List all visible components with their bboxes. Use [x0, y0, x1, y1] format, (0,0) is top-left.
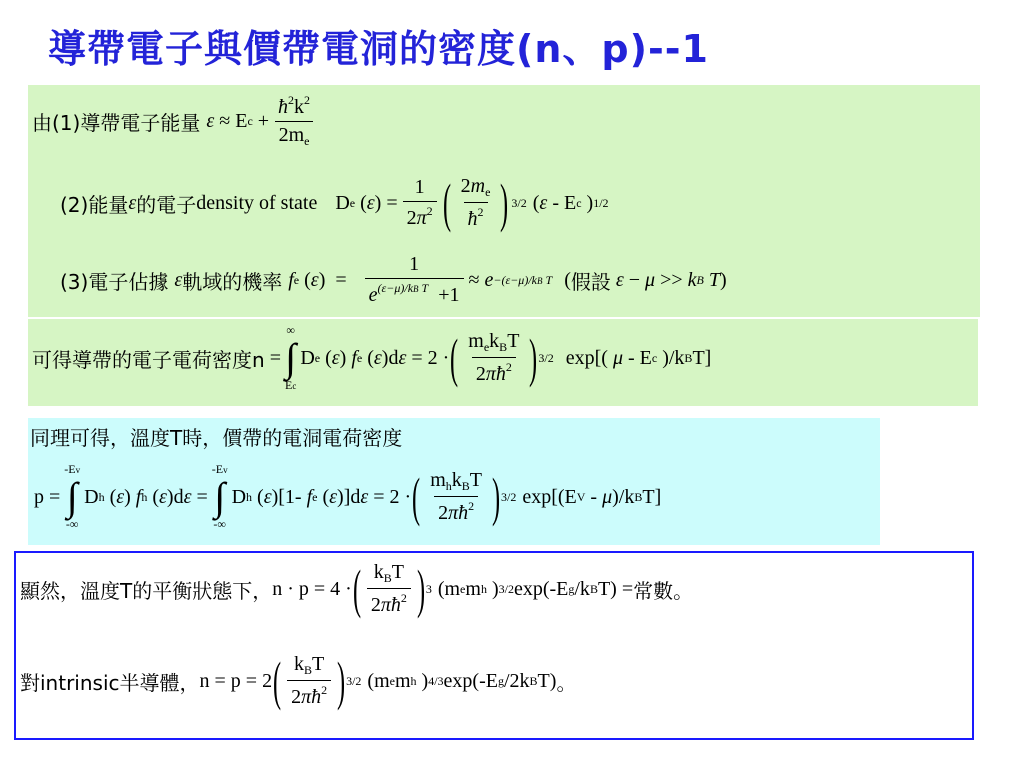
integral-sign-1: -Ev ∫ -∞	[64, 462, 81, 531]
equilibrium-result-panel	[14, 551, 974, 740]
step2-label: (2)能量	[60, 192, 129, 217]
occupation-probability-line: (3)電子佔據 ε 軌域的機率 f e ( ε ) = $\frac{1}{e^{(\varepsilon-\mu)/kB T} +1}$ ≈ e −(ε−μ)/kB T ( 假設 ε − μ >> k B T )	[60, 253, 727, 306]
line2-end: 。	[556, 670, 577, 695]
integral-sign-2: -Ev ∫ -∞	[211, 462, 228, 531]
page-title: 導帶電子與價帶電洞的密度(n、p)--1	[48, 27, 709, 71]
electron-density-panel	[28, 319, 978, 406]
line1-label: 顯然，溫度T的平衡狀態下，	[20, 578, 273, 603]
line1-end: 常數。	[633, 578, 694, 603]
intrinsic-line: 對intrinsic半導體， n = p = 2 ( $\frac{k_BT}{2\pi ħ^2}$ ) 3/2 (m e m h ) 4/3 exp(-E g /2k B T) 。	[20, 651, 577, 711]
step1-label: 由(1)導帶電子能量	[32, 110, 201, 135]
step3-label-b: 軌域的機率	[182, 269, 283, 294]
hole-density-line: p = -Ev ∫ -∞ D h ( ε ) f h ( ε )d ε = -Ev ∫ -∞ D h ( ε )[1- f e ( ε )]d ε = 2 · ( $\frac{m_hk_BT}{2\pi ħ^2}$ ) 3/2 exp[(E V - μ )/k B T]	[34, 462, 662, 531]
energy-equation-line: 由(1)導帶電子能量 ε ≈ E c + $\frac{ħ^2k^2}{2m_e}$	[32, 93, 319, 149]
line2-label: 對intrinsic半導體，	[20, 670, 200, 695]
mass-action-line: 顯然，溫度T的平衡狀態下， n · p = 4 · ( $\frac{k_BT}{2\pi ħ^2}$ ) 3 (m e m h ) 3/2 exp(-E g /k B T) = 常數。	[20, 559, 694, 619]
step2-label-c: density of state	[196, 191, 318, 214]
hole-density-panel	[28, 418, 880, 545]
hole-density-label: 同理可得，溫度T時，價帶的電洞電荷密度	[30, 426, 403, 450]
kinetic-energy-fraction: $\frac{ħ^2k^2}{2m_e}$	[274, 93, 314, 149]
step3-label: (3)電子佔據	[60, 269, 169, 294]
density-of-state-line: (2)能量 ε 的電子 density of state D e ( ε ) = $\frac{1}{2\pi^2}$ ( $\frac{2m_e}{ħ^2}$ ) 3/2 ( ε - E c ) 1/2	[60, 173, 609, 233]
step2-label-b: 的電子	[136, 192, 197, 217]
step3-note: 假設	[570, 269, 611, 294]
electron-density-line: 可得導帶的電子電荷密度n = ∞ ∫ Ec D e ( ε ) f e ( ε )d ε = 2 · ( $\frac{m_ek_BT}{2\pi ħ^2}$ ) 3/2 exp[( μ - E c )/k B T]	[32, 323, 712, 392]
integral-sign: ∞ ∫ Ec	[284, 323, 297, 392]
conduction-band-derivation-panel	[28, 85, 980, 317]
electron-density-label: 可得導帶的電子電荷密度n	[32, 347, 265, 372]
